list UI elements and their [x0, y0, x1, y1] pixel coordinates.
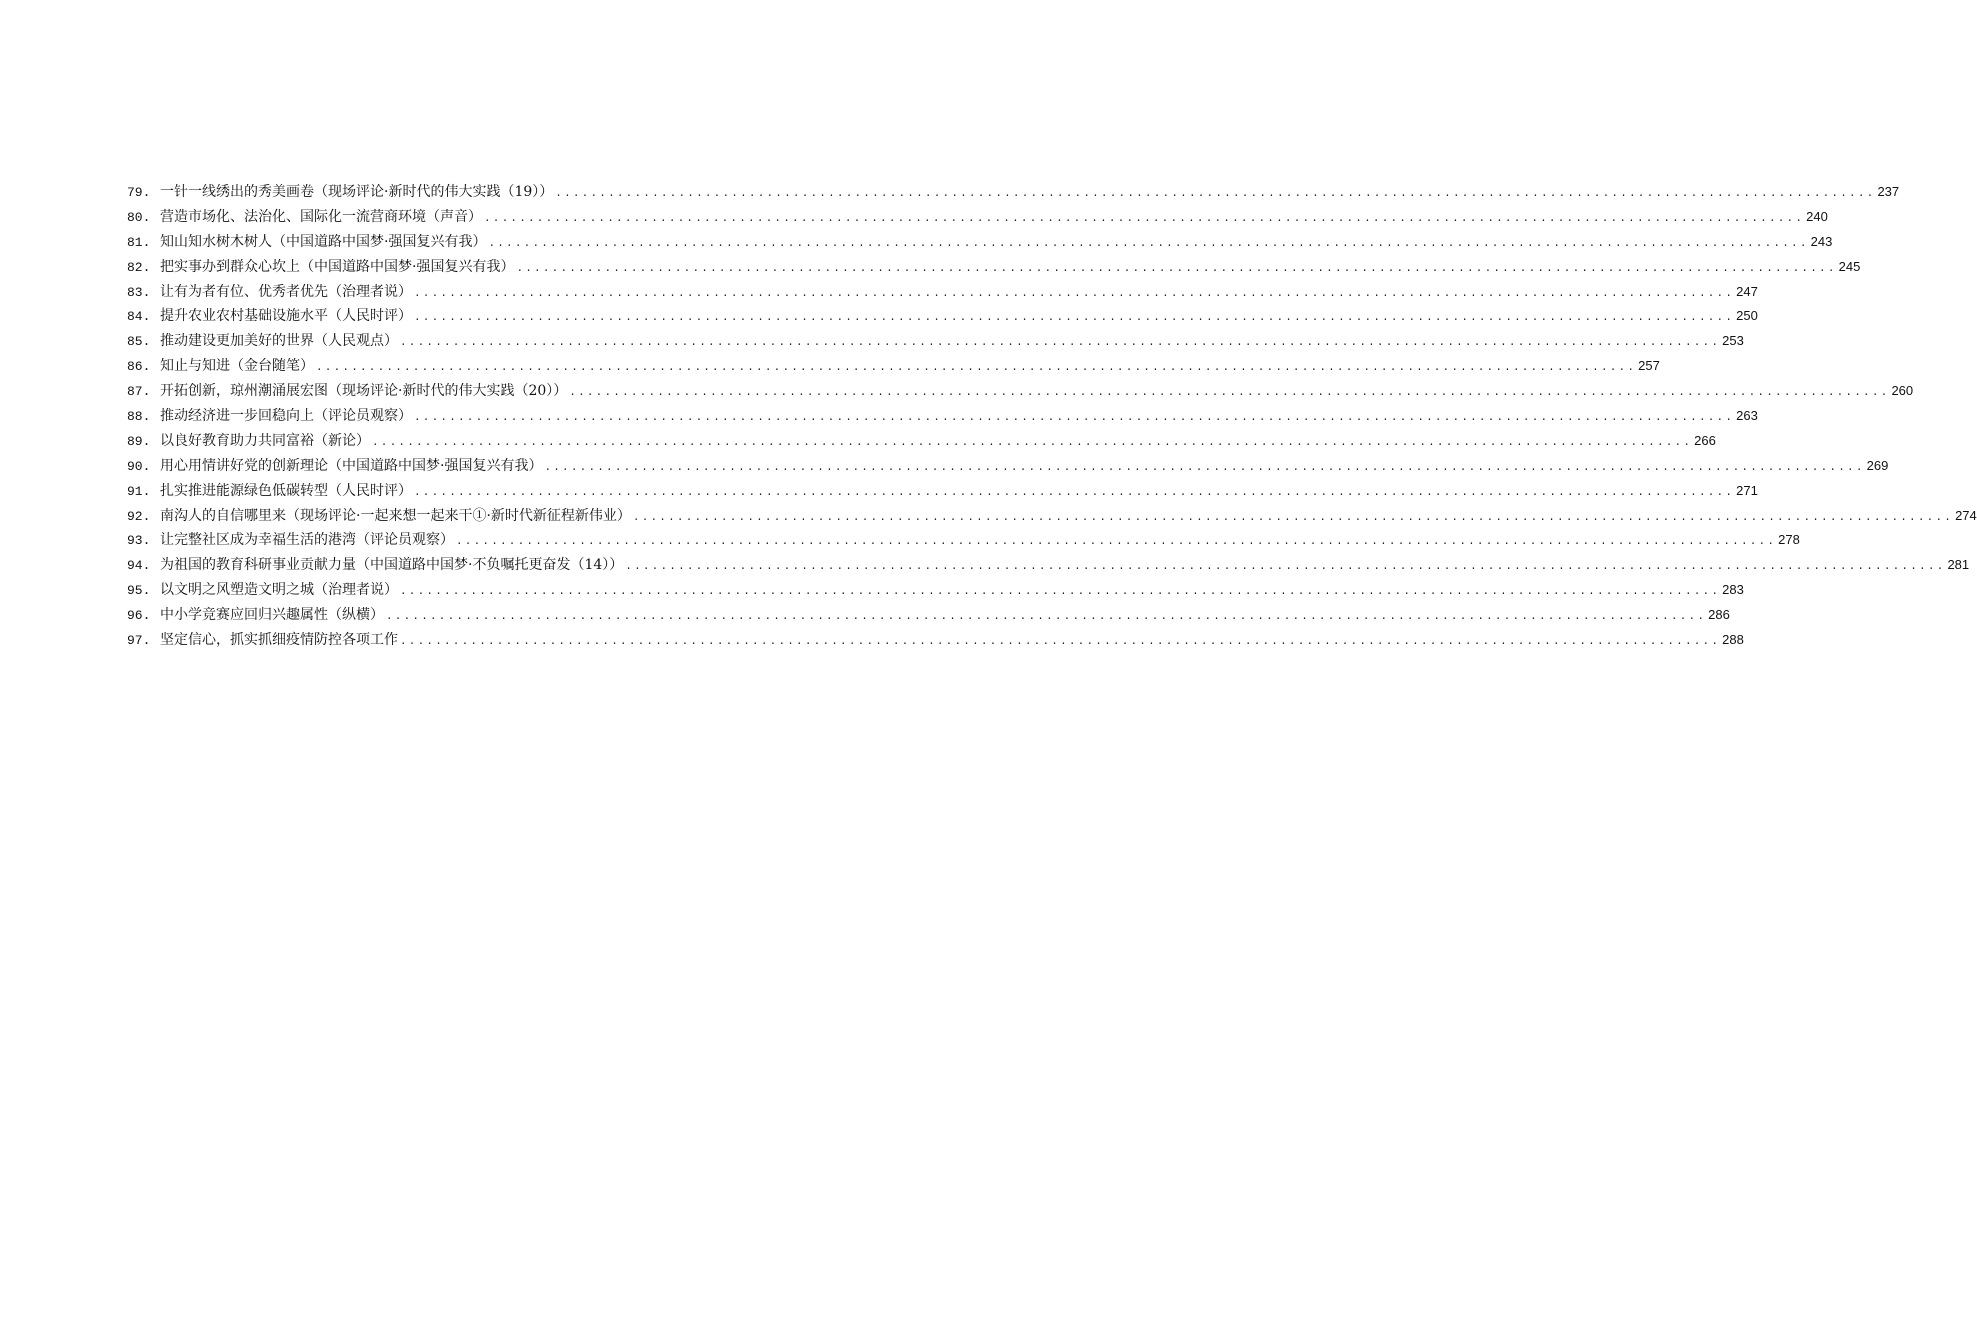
toc-entry-number: 90. — [127, 458, 151, 474]
toc-entry-page-number: 243 — [1810, 233, 1833, 249]
toc-dot-leader — [316, 356, 1636, 381]
toc-entry-number: 85. — [127, 334, 151, 350]
toc-entry-title: 推动建设更加美好的世界（人民观点） — [160, 333, 398, 350]
toc-entry-title: 知山知水树木树人（中国道路中国梦·强国复兴有我） — [160, 233, 487, 250]
toc-dot-leader — [414, 481, 1734, 506]
toc-entry-page-number: 237 — [1877, 184, 1900, 199]
toc-entry[interactable] — [127, 479, 1758, 504]
toc-dot-leader — [414, 282, 1734, 307]
toc-entry-number: 80. — [127, 209, 151, 225]
toc-entry-title: 用心用情讲好党的创新理论（中国道路中国梦·强国复兴有我） — [160, 457, 543, 474]
toc-entry-page-number: 260 — [1891, 383, 1914, 399]
toc-dot-leader — [544, 456, 1864, 481]
toc-entry[interactable] — [127, 454, 1889, 479]
toc-dot-leader — [555, 182, 1875, 207]
toc-dot-leader — [414, 306, 1734, 331]
toc-entry[interactable] — [127, 429, 1716, 454]
toc-dot-leader — [633, 506, 1953, 531]
toc-entry-page-number: 247 — [1736, 283, 1758, 299]
toc-entry[interactable] — [127, 230, 1833, 255]
toc-dot-leader — [386, 605, 1706, 630]
toc-entry[interactable] — [127, 280, 1758, 305]
toc-entry-number: 87. — [127, 384, 151, 400]
toc-dot-leader — [625, 555, 1945, 580]
toc-entry-title: 推动经济进一步回稳向上（评论员观察） — [160, 408, 412, 425]
toc-dot-leader — [484, 207, 1804, 232]
toc-entry-page-number: 274 — [1955, 507, 1977, 523]
toc-entry-page-number: 250 — [1736, 308, 1758, 324]
toc-dot-leader — [569, 381, 1889, 406]
toc-dot-leader — [456, 530, 1776, 555]
toc-dot-leader — [488, 232, 1808, 257]
toc-entry-number: 89. — [127, 433, 151, 449]
toc-entry[interactable] — [127, 354, 1660, 379]
toc-entry-title: 南沟人的自信哪里来（现场评论·一起来想一起来干①·新时代新征程新伟业） — [160, 507, 631, 524]
toc-entry-number: 81. — [127, 234, 151, 250]
toc-entry[interactable] — [127, 528, 1800, 553]
toc-dot-leader — [400, 630, 1720, 655]
toc-entry-title: 以文明之风塑造文明之城（治理者说） — [160, 582, 398, 599]
toc-entry[interactable] — [127, 255, 1861, 280]
toc-entry-title: 扎实推进能源绿色低碳转型（人民时评） — [160, 482, 412, 499]
toc-entry-number: 88. — [127, 409, 151, 425]
toc-dot-leader — [400, 331, 1720, 356]
toc-entry-page-number: 288 — [1722, 632, 1744, 648]
toc-dot-leader — [414, 406, 1734, 431]
toc-entry-page-number: 240 — [1806, 208, 1828, 224]
toc-entry-number: 95. — [127, 583, 151, 599]
toc-entry-number: 79. — [127, 185, 151, 200]
toc-entry-number: 83. — [127, 284, 151, 300]
toc-entry-title: 一针一线绣出的秀美画卷（现场评论·新时代的伟大实践（19）） — [160, 184, 554, 200]
toc-entry-number: 91. — [127, 483, 151, 499]
toc-entry-page-number: 253 — [1722, 333, 1744, 349]
toc-entry-title: 中小学竞赛应回归兴趣属性（纵横） — [160, 607, 384, 624]
toc-entry[interactable] — [127, 603, 1730, 628]
toc-entry-title: 营造市场化、法治化、国际化一流营商环境（声音） — [160, 208, 482, 225]
toc-entry[interactable] — [127, 628, 1744, 653]
table-of-contents — [127, 180, 1977, 653]
toc-entry-number: 96. — [127, 608, 151, 624]
toc-entry-title: 让完整社区成为幸福生活的港湾（评论员观察） — [160, 532, 454, 549]
toc-entry-number: 92. — [127, 508, 151, 524]
toc-entry-page-number: 286 — [1708, 607, 1730, 623]
toc-entry-number: 84. — [127, 309, 151, 325]
toc-entry-title: 为祖国的教育科研事业贡献力量（中国道路中国梦·不负嘱托更奋发（14）） — [160, 557, 624, 574]
toc-entry-number: 97. — [127, 633, 151, 649]
toc-dot-leader — [400, 580, 1720, 605]
toc-entry-page-number: 283 — [1722, 582, 1744, 598]
toc-entry[interactable] — [127, 553, 1970, 578]
toc-entry[interactable] — [127, 304, 1758, 329]
toc-entry[interactable] — [127, 578, 1744, 603]
toc-dot-leader — [516, 257, 1836, 282]
toc-entry[interactable] — [127, 205, 1828, 230]
toc-entry-title: 坚定信心，抓实抓细疫情防控各项工作 — [160, 632, 398, 649]
toc-entry-page-number: 263 — [1736, 408, 1758, 424]
toc-entry-page-number: 257 — [1638, 358, 1660, 374]
toc-entry-title: 知止与知进（金台随笔） — [160, 358, 314, 375]
toc-entry-page-number: 269 — [1866, 457, 1889, 473]
toc-entry-title: 以良好教育助力共同富裕（新论） — [160, 432, 370, 449]
toc-entry[interactable] — [127, 404, 1758, 429]
toc-entry[interactable] — [127, 379, 1914, 404]
toc-entry-title: 提升农业农村基础设施水平（人民时评） — [160, 308, 412, 325]
toc-entry[interactable] — [127, 329, 1744, 354]
toc-entry-number: 93. — [127, 533, 151, 549]
toc-entry-page-number: 245 — [1838, 258, 1861, 274]
toc-entry[interactable] — [127, 180, 1900, 205]
toc-entry-number: 86. — [127, 359, 151, 375]
toc-entry-title: 开拓创新，琼州潮涌展宏图（现场评论·新时代的伟大实践（20）） — [160, 383, 568, 400]
toc-entry-number: 94. — [127, 558, 151, 574]
toc-dot-leader — [372, 431, 1692, 456]
toc-entry-page-number: 278 — [1778, 532, 1800, 548]
toc-entry-page-number: 266 — [1694, 432, 1716, 448]
toc-entry-title: 把实事办到群众心坎上（中国道路中国梦·强国复兴有我） — [160, 258, 515, 275]
toc-entry[interactable] — [127, 504, 1977, 529]
toc-entry-title: 让有为者有位、优秀者优先（治理者说） — [160, 283, 412, 300]
toc-entry-page-number: 271 — [1736, 482, 1758, 498]
toc-entry-page-number: 281 — [1947, 557, 1970, 573]
toc-entry-number: 82. — [127, 259, 151, 275]
